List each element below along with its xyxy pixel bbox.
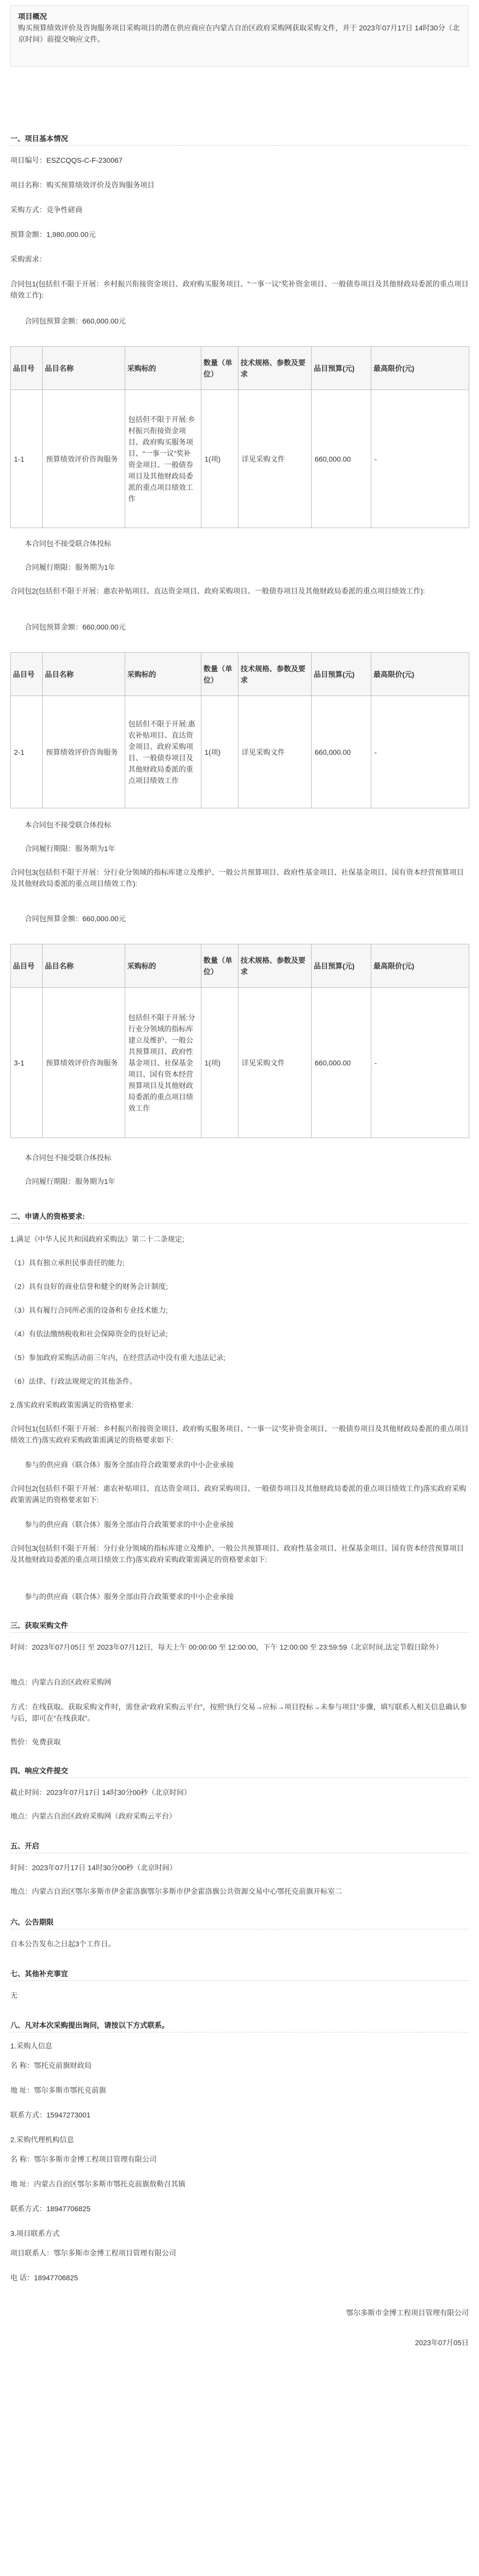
col-header: 采购标的 <box>125 944 201 988</box>
acquire-method: 方式：在线获取。获取采购文件时，需登录“政府采购云平台”，按照“执行交易→应标→项目投标→未参与项目”步骤，填写联系人相关信息确认参与后，即可在“在线获取”。 <box>10 1703 467 1722</box>
package1-table <box>10 346 469 528</box>
document-price: 售价：免费获取 <box>10 1738 61 1746</box>
item-name: 预算绩效评价咨询服务 <box>43 390 125 528</box>
contact-title: 3.项目联系方式 <box>10 2229 60 2238</box>
section6-heading: 六、公告期限 <box>10 1918 54 1926</box>
item-budget: 660,000.00 <box>312 390 371 528</box>
col-header: 品目号 <box>11 944 43 988</box>
section2-divider <box>10 1223 469 1224</box>
purchaser-title: 1.采购人信息 <box>10 2042 53 2050</box>
section7-divider <box>10 1980 469 1981</box>
quantity: 1(项) <box>201 390 238 528</box>
submission-place: 地点：内蒙古自治区政府采购网（政府采购云平台） <box>10 1812 176 1820</box>
other-matters: 无 <box>10 1991 18 1999</box>
qualification-item: 合同包2(包括但不限于开展：惠农补贴项目、直达资金项目、政府采购项目、一般债券项目及其他财政局委派的重点项目绩效工作)落实政府采购政策需满足的资格要求如下: <box>10 1484 467 1504</box>
section1-divider <box>10 145 469 146</box>
col-header: 品目名称 <box>43 347 125 390</box>
item-name: 预算绩效评价咨询服务 <box>43 696 125 808</box>
table-header-row <box>11 347 469 390</box>
package3-description: 合同包3(包括但不限于开展：分行业分领域的指标库建立及维护、一般公共预算项目、政府性基金项目、社保基金项目、国有资本经营预算项目及其他财政局委派的重点项目绩效工作): <box>10 868 464 888</box>
section7-heading: 七、其他补充事宜 <box>10 1970 68 1978</box>
col-header: 采购标的 <box>125 347 201 390</box>
procurement-method: 采购方式：竞争性磋商 <box>10 206 82 214</box>
qualification-item: （4）有依法缴纳税收和社会保障资金的良好记录; <box>10 1330 168 1338</box>
announcement-period: 自本公告发布之日起3个工作日。 <box>10 1940 115 1948</box>
agency-address: 地 址：内蒙古自治区鄂尔多斯市鄂托克前旗敖勒召其镇 <box>10 2180 185 2188</box>
procurement-subject: 包括但不限于开展:乡村振兴衔接资金项目、政府购买服务项目、“一事一议”奖补资金项目、一般债券项目及其他财政局委派的重点项目绩效工作 <box>125 390 201 528</box>
col-header: 技术规格、参数及要求 <box>238 347 312 390</box>
qualification-item: （2）具有良好的商业信誉和健全的财务会计制度; <box>10 1282 168 1291</box>
qualification-item: 1.满足《中华人民共和国政府采购法》第二十二条规定; <box>10 1235 184 1243</box>
section3-heading: 三、获取采购文件 <box>10 1621 68 1630</box>
col-header: 品目号 <box>11 653 43 696</box>
footer-date: 2023年07月05日 <box>415 2338 469 2347</box>
acquire-time: 时间：2023年07月05日 至 2023年07月12日，每天上午 00:00:00 至 12:00:00，下午 12:00:00 至 23:59:59（北京时间,法定节假日除外） <box>10 1643 443 1651</box>
package2-budget: 合同包预算金额：660,000.00元 <box>25 623 126 631</box>
item-budget: 660,000.00 <box>312 696 371 808</box>
table-row <box>11 390 469 528</box>
budget-amount: 预算金额：1,980,000.00元 <box>10 230 96 239</box>
qualification-item: （3）具有履行合同所必需的设备和专业技术能力; <box>10 1306 168 1314</box>
qualification-item: 合同包1(包括但不限于开展：乡村振兴衔接资金项目、政府购买服务项目、“一事一议”奖补资金项目、一般债券项目及其他财政局委派的重点项目绩效工作)落实政府采购政策需满足的资格要求如下: <box>10 1425 469 1444</box>
procurement-subject: 包括但不限于开展:惠农补贴项目、直达资金项目、政府采购项目、一般债券项目及其他财政局委派的重点项目绩效工作 <box>125 696 201 808</box>
table-row <box>11 696 469 808</box>
max-price: - <box>371 696 469 808</box>
item-budget: 660,000.00 <box>312 988 371 1138</box>
footer-org: 鄂尔多斯市金博工程项目管理有限公司 <box>346 2309 469 2317</box>
purchaser-phone: 联系方式：15947273001 <box>10 2111 91 2119</box>
project-name: 项目名称：购买预算绩效评价及咨询服务项目 <box>10 181 155 189</box>
qualification-item: （1）具有独立承担民事责任的能力; <box>10 1259 125 1267</box>
col-header: 品目预算(元) <box>312 653 371 696</box>
table-header-row <box>11 944 469 988</box>
purchaser-address: 地 址：鄂尔多斯市鄂托克前旗 <box>10 2086 106 2094</box>
qualification-item: 参与的供应商（联合体）服务全部由符合政策要求的中小企业承接 <box>25 1520 234 1529</box>
section5-heading: 五、开启 <box>10 1842 39 1850</box>
package3-budget: 合同包预算金额：660,000.00元 <box>25 914 126 923</box>
package2-period: 合同履行期限：服务期为1年 <box>25 844 115 853</box>
col-header: 数量（单位） <box>201 347 238 390</box>
col-header: 品目号 <box>11 347 43 390</box>
contact-person: 项目联系人：鄂尔多斯市金博工程项目管理有限公司 <box>10 2249 176 2257</box>
tech-spec: 详见采购文件 <box>238 988 312 1138</box>
item-name: 预算绩效评价咨询服务 <box>43 988 125 1138</box>
package2-table <box>10 652 469 808</box>
opening-place: 地点：内蒙古自治区鄂尔多斯市伊金霍洛旗鄂尔多斯市伊金霍洛旗公共资源交易中心鄂托克前旗开标室二 <box>10 1887 342 1895</box>
section1-heading: 一、项目基本情况 <box>10 134 68 143</box>
col-header: 技术规格、参数及要求 <box>238 944 312 988</box>
package3-table <box>10 944 469 1138</box>
overview-title: 项目概况 <box>18 12 47 21</box>
max-price: - <box>371 390 469 528</box>
project-overview-box <box>10 5 469 67</box>
package1-budget: 合同包预算金额：660,000.00元 <box>25 317 126 325</box>
table-header-row <box>11 653 469 696</box>
procurement-subject: 包括但不限于开展:分行业分领域的指标库建立及维护、一般公共预算项目、政府性基金项目、社保基金项目、国有资本经营预算项目及其他财政局委派的重点项目绩效工作 <box>125 988 201 1138</box>
col-header: 最高限价(元) <box>371 347 469 390</box>
acquire-place: 地点：内蒙古自治区政府采购网 <box>10 1678 111 1686</box>
overview-text: 购买预算绩效评价及咨询服务项目采购项目的潜在供应商应在内蒙古自治区政府采购网获取采购文件，并于 2023年07月17日 14时30分（北京时间）前提交响应文件。 <box>18 24 460 43</box>
col-header: 采购标的 <box>125 653 201 696</box>
col-header: 品目名称 <box>43 944 125 988</box>
project-number: 项目编号：ESZCQQS-C-F-230067 <box>10 156 123 164</box>
package1-description: 合同包1(包括但不限于开展：乡村振兴衔接资金项目、政府购买服务项目、“一事一议”奖补资金项目、一般债券项目及其他财政局委派的重点项目绩效工作): <box>10 280 469 299</box>
col-header: 数量（单位） <box>201 944 238 988</box>
col-header: 数量（单位） <box>201 653 238 696</box>
item-number: 3-1 <box>11 988 43 1138</box>
tech-spec: 详见采购文件 <box>238 390 312 528</box>
section4-divider <box>10 1777 469 1778</box>
package1-consortium: 本合同包不接受联合体投标 <box>25 539 111 548</box>
col-header: 品目名称 <box>43 653 125 696</box>
col-header: 最高限价(元) <box>371 944 469 988</box>
qualification-item: 合同包3(包括但不限于开展：分行业分领域的指标库建立及维护、一般公共预算项目、政府性基金项目、社保基金项目、国有资本经营预算项目及其他财政局委派的重点项目绩效工作)落实政府采购政策需满足的资格要求如下: <box>10 1544 464 1564</box>
qualification-item: 参与的供应商（联合体）服务全部由符合政策要求的中小企业承接 <box>25 1592 234 1601</box>
package3-consortium: 本合同包不接受联合体投标 <box>25 1154 111 1162</box>
qualification-item: 2.落实政府采购政策需满足的资格要求: <box>10 1401 134 1409</box>
tech-spec: 详见采购文件 <box>238 696 312 808</box>
col-header: 最高限价(元) <box>371 653 469 696</box>
qualification-item: （5）参加政府采购活动前三年内，在经营活动中没有重大违法记录; <box>10 1353 226 1362</box>
max-price: - <box>371 988 469 1138</box>
qualification-item: 参与的供应商（联合体）服务全部由符合政策要求的中小企业承接 <box>25 1461 234 1469</box>
package3-period: 合同履行期限：服务期为1年 <box>25 1177 115 1185</box>
quantity: 1(项) <box>201 988 238 1138</box>
package2-description: 合同包2(包括但不限于开展：惠农补贴项目、直达资金项目、政府采购项目、一般债券项目及其他财政局委派的重点项目绩效工作): <box>10 587 425 595</box>
agency-name: 名 称：鄂尔多斯市金博工程项目管理有限公司 <box>10 2155 157 2163</box>
section8-heading: 八、凡对本次采购提出询问，请按以下方式联系。 <box>10 2021 169 2029</box>
purchaser-name: 名 称：鄂托克前旗财政局 <box>10 2061 92 2070</box>
requirements-label: 采购需求： <box>10 255 46 263</box>
agency-title: 2.采购代理机构信息 <box>10 2136 74 2144</box>
qualification-item: （6）法律、行政法规规定的其他条件。 <box>10 1377 137 1385</box>
agency-phone: 联系方式：18947706825 <box>10 2205 91 2213</box>
contact-phone: 电 话：18947706825 <box>10 2274 78 2282</box>
col-header: 品目预算(元) <box>312 347 371 390</box>
package1-period: 合同履行期限：服务期为1年 <box>25 563 115 571</box>
table-row <box>11 988 469 1138</box>
section2-heading: 二、申请人的资格要求: <box>10 1212 85 1221</box>
opening-time: 时间：2023年07月17日 14时30分00秒（北京时间） <box>10 1863 177 1872</box>
quantity: 1(项) <box>201 696 238 808</box>
col-header: 技术规格、参数及要求 <box>238 653 312 696</box>
item-number: 1-1 <box>11 390 43 528</box>
section3-divider <box>10 1632 469 1633</box>
package2-consortium: 本合同包不接受联合体投标 <box>25 821 111 829</box>
submission-deadline: 截止时间：2023年07月17日 14时30分00秒（北京时间） <box>10 1788 191 1797</box>
section4-heading: 四、响应文件提交 <box>10 1767 68 1775</box>
item-number: 2-1 <box>11 696 43 808</box>
col-header: 品目预算(元) <box>312 944 371 988</box>
